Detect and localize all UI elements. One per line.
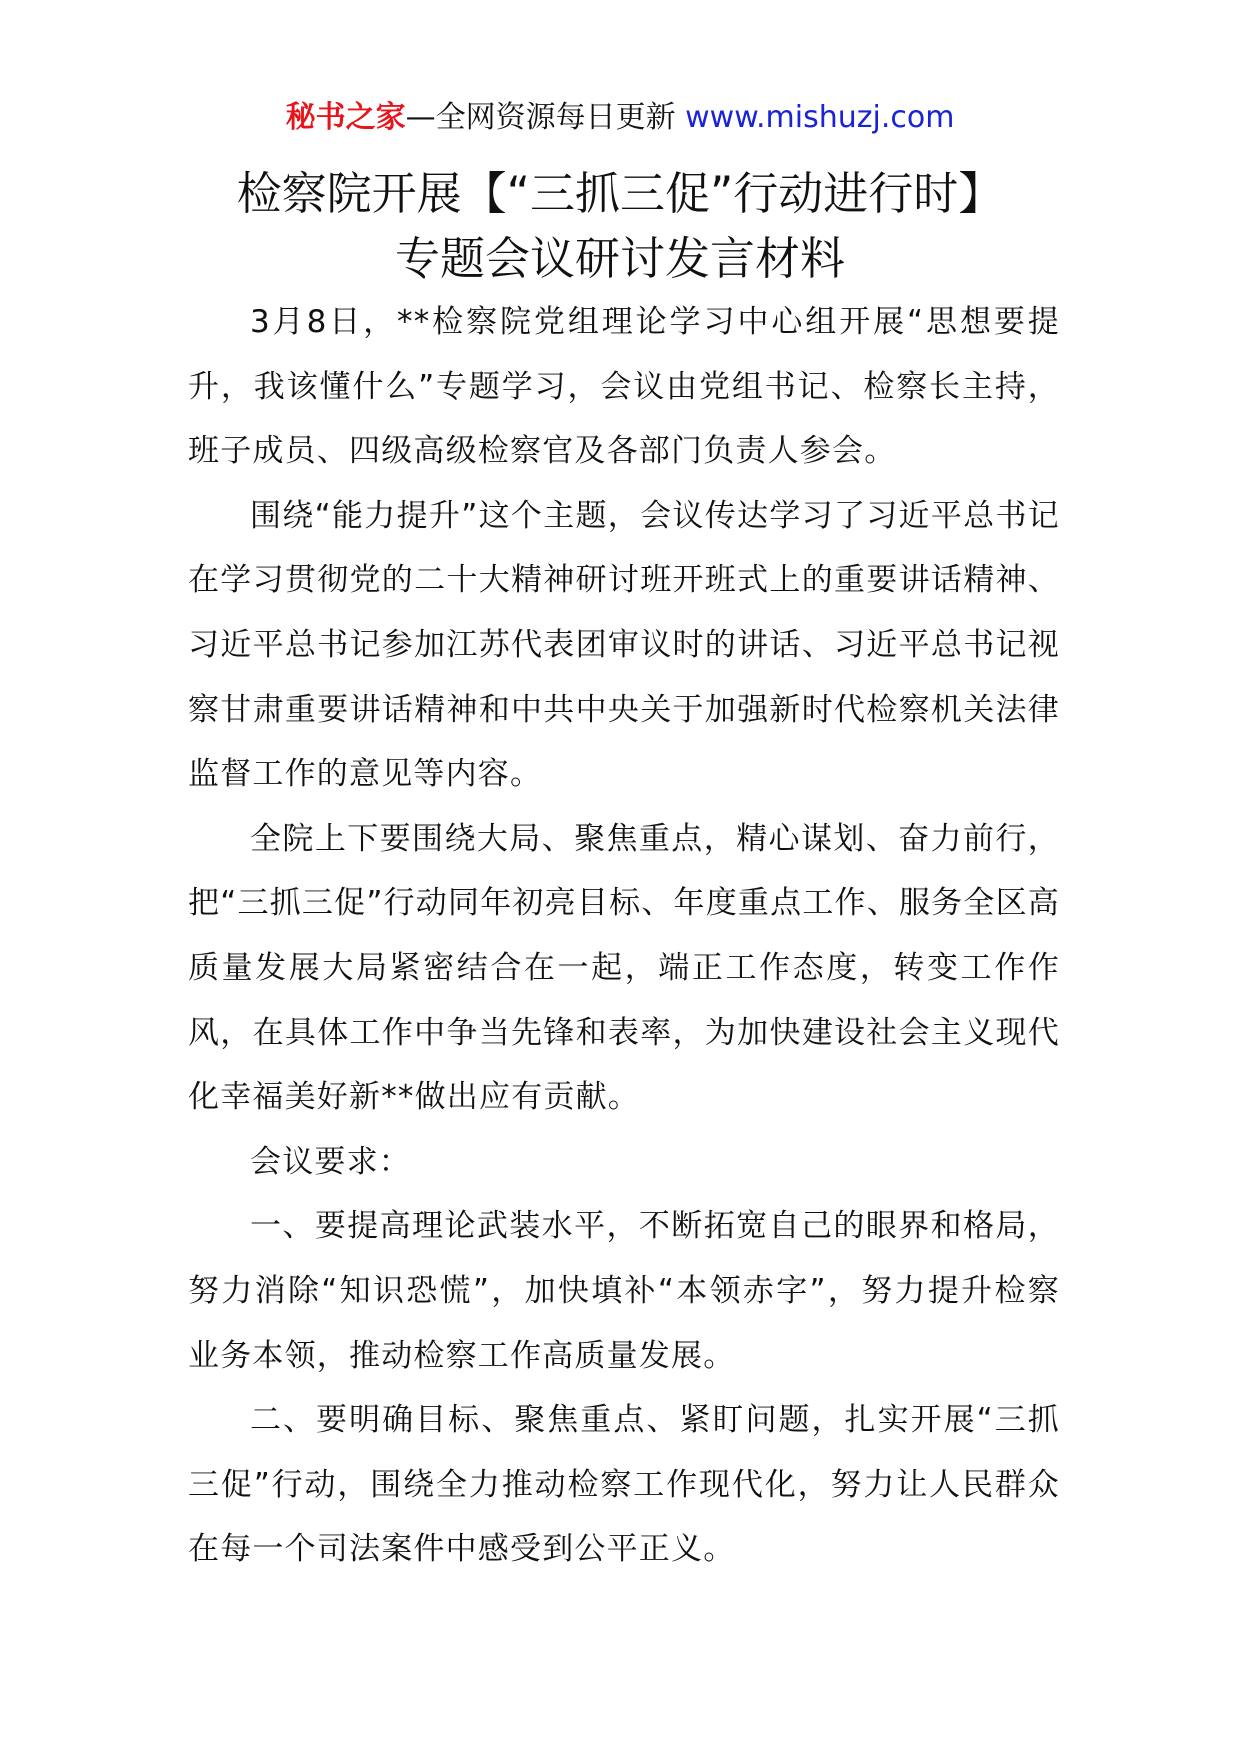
site-banner [0,98,1240,138]
paragraph-3: 全院上下要围绕大局、聚焦重点，精心谋划、奋力前行，把“三抓三促”行动同年初亮目标、年度重点工作、服务全区高质量发展大局紧密结合在一起，端正工作态度，转变工作作风，在具体工作中争当先锋和表率，为加快建设社会主义现代化幸福美好新**做出应有贡献。 [188,820,1060,1116]
brand-name: 秘书之家 [285,100,406,135]
document-title-line-2: 专题会议研讨发言材料 [394,232,845,285]
document-body [188,290,1060,1582]
site-url[interactable]: www.mishuzj.com [685,100,955,135]
paragraph-1: 3月8日，**检察院党组理论学习中心组开展“思想要提升，我该懂什么”专题学习，会议由党组书记、检察长主持，班子成员、四级高级检察官及各部门负责人参会。 [188,304,1060,470]
paragraph-6: 二、要明确目标、聚焦重点、紧盯问题，扎实开展“三抓三促”行动，围绕全力推动检察工作现代化，努力让人民群众在每一个司法案件中感受到公平正义。 [188,1402,1060,1568]
paragraph-2: 围绕“能力提升”这个主题，会议传达学习了习近平总书记在学习贯彻党的二十大精神研讨班开班式上的重要讲话精神、习近平总书记参加江苏代表团审议时的讲话、习近平总书记视察甘肃重要讲话精神和中共中央关于加强新时代检察机关法律监督工作的意见等内容。 [188,497,1060,793]
paragraph-4: 会议要求： [250,1143,411,1180]
paragraph-5: 一、要提高理论武装水平，不断拓宽自己的眼界和格局，努力消除“知识恐慌”，加快填补“本领赤字”，努力提升检察业务本领，推动检察工作高质量发展。 [188,1208,1060,1374]
banner-tagline: —全网资源每日更新 [405,100,686,135]
document-title-line-1: 检察院开展【“三抓三促”行动进行时】 [236,167,1004,220]
